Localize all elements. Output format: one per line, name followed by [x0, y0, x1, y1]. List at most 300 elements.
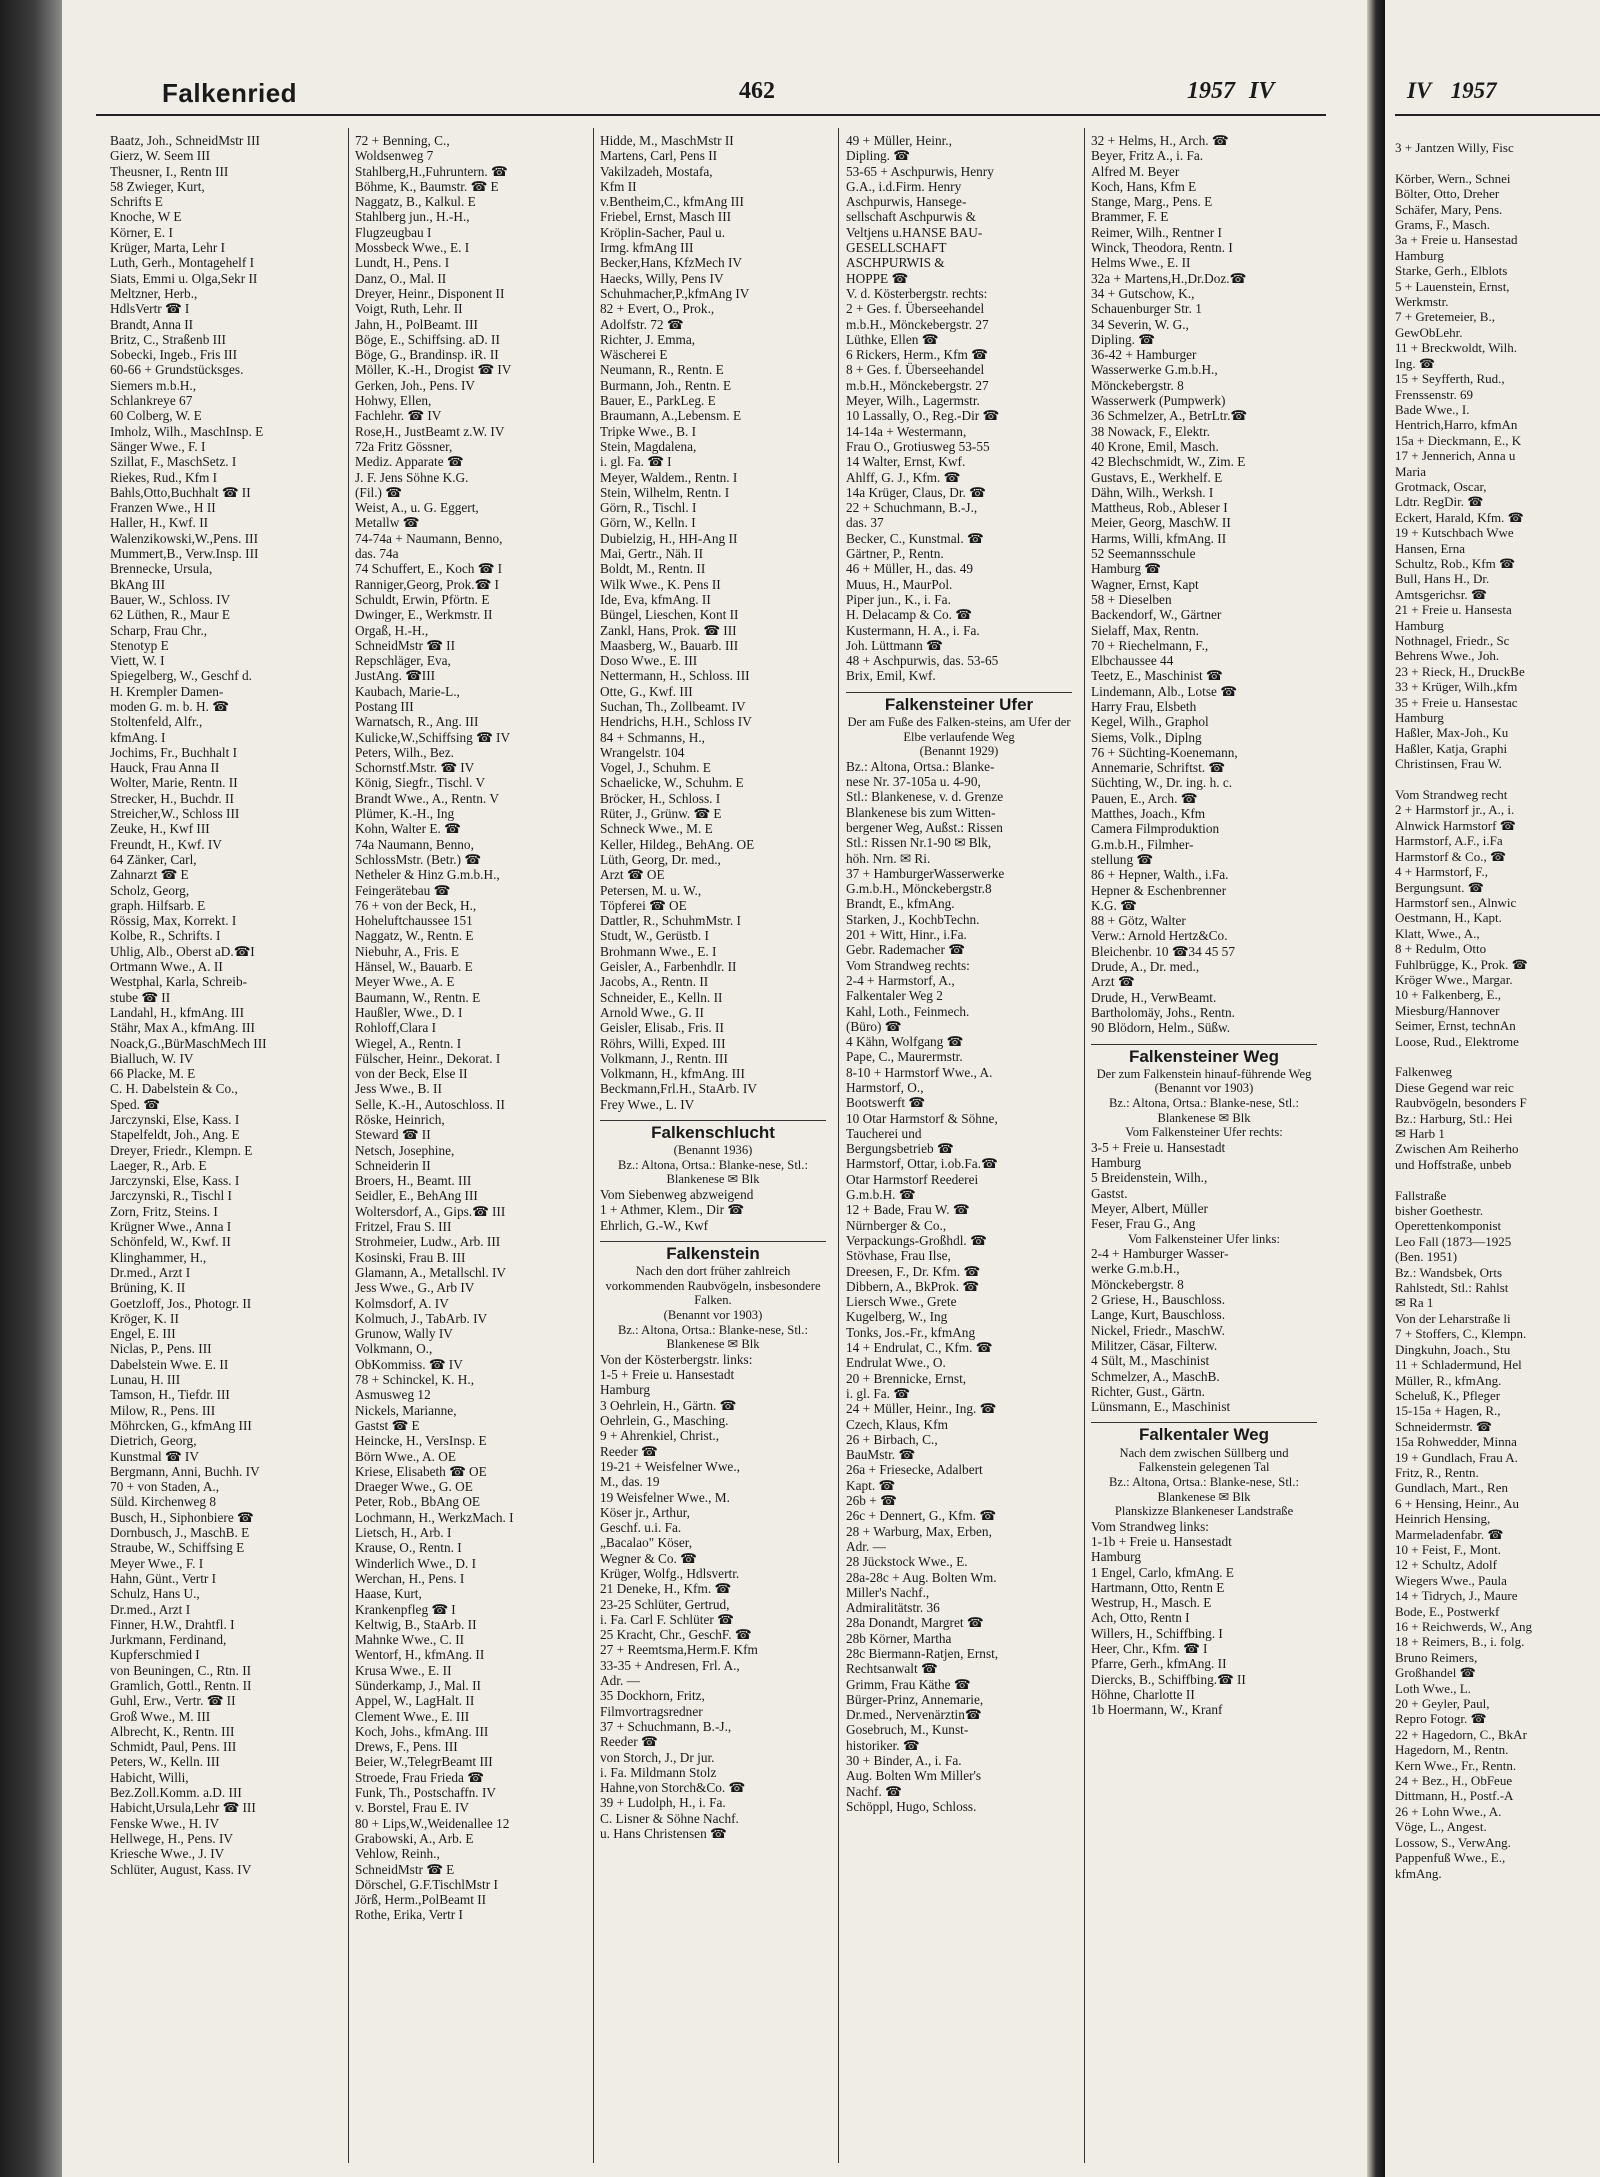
directory-entry: Gastst. — [1091, 1185, 1128, 1201]
directory-entry: Jarczynski, Else, Kass. I — [110, 1112, 240, 1127]
directory-entry: 33-35 + Andresen, Frl. A., — [600, 1657, 740, 1673]
facing-page-entry: 5 + Lauenstein, Ernst, — [1395, 278, 1510, 294]
directory-entry: 37 + HamburgerWasserwerke — [846, 865, 1005, 881]
directory-entry: Westphal, Karla, Schreib- — [110, 974, 248, 990]
directory-entry: Stroede, Frau Frieda ☎ — [355, 1769, 484, 1785]
page-number: 462 — [739, 78, 775, 104]
directory-entry: 84 + Schmanns, H., — [600, 729, 706, 745]
street-note: Bz.: Altona, Ortsa.: Blanke-nese, Stl.: Blankenese ✉ Blk — [1109, 1474, 1299, 1504]
directory-entry: Weist, A., u. G. Eggert, — [355, 500, 479, 516]
directory-entry: Brennecke, Ursula, — [110, 561, 213, 577]
directory-entry: Koch, Johs., kfmAng. III — [355, 1723, 489, 1739]
directory-entry: Sünderkamp, J., Mal. II — [355, 1677, 481, 1693]
column-divider — [1084, 128, 1085, 2163]
facing-page-entry: Falkenweg — [1395, 1064, 1453, 1080]
directory-entry: ASCHPURWIS & — [846, 255, 945, 271]
directory-entry: Meyer, Waldem., Rentn. I — [600, 469, 738, 485]
directory-entry: Richter, Gust., Gärtn. — [1091, 1383, 1205, 1399]
directory-entry: Suchan, Th., Zollbeamt. IV — [600, 698, 746, 714]
directory-entry: Vom Siebenweg abzweigend — [600, 1187, 754, 1203]
street-note: Planskizze Blankeneser Landstraße — [1114, 1504, 1294, 1519]
directory-entry: Orgaß, H.-H., — [355, 622, 429, 638]
directory-entry: 70 + von Staden, A., — [110, 1479, 220, 1495]
directory-entry: Feingerätebau ☎ — [355, 882, 451, 898]
directory-entry: das. 74a — [355, 546, 399, 562]
directory-entry: Imholz, Wilh., MaschInsp. E — [110, 423, 264, 439]
facing-page-entry: Starke, Gerh., Elblots — [1395, 263, 1508, 279]
running-head-street: Falkenried — [162, 78, 298, 108]
facing-page-entry: Kröger Wwe., Margar. — [1395, 971, 1513, 987]
directory-entry: 86 + Hepner, Walth., i.Fa. — [1091, 867, 1229, 883]
directory-entry: Schneider, E., Kelln. II — [600, 989, 723, 1005]
directory-entry: 40 Krone, Emil, Masch. — [1091, 438, 1219, 454]
directory-entry: Ach, Otto, Rentn I — [1091, 1610, 1190, 1626]
facing-page-entry: Fritz, R., Rentn. — [1395, 1464, 1479, 1480]
directory-entry: m.b.H., Mönckebergstr. 27 — [846, 316, 989, 332]
directory-entry: Kolmsdorf, A. IV — [355, 1295, 449, 1311]
directory-entry: 4 Kähn, Wolfgang ☎ — [846, 1034, 964, 1050]
facing-page-entry: Bz.: Wandsbek, Orts — [1395, 1264, 1503, 1280]
directory-entry: Doso Wwe., E. III — [600, 653, 698, 669]
directory-entry: stellung ☎ — [1091, 851, 1153, 867]
facing-page-entry: 15-15a + Hagen, R., — [1395, 1403, 1501, 1419]
directory-entry: SchlossMstr. (Betr.) ☎ — [355, 851, 481, 867]
directory-entry: Becker,Hans, KfzMech IV — [600, 255, 742, 271]
facing-page-entry: 8 + Redulm, Otto — [1395, 941, 1487, 957]
facing-year-label: 1957 — [1450, 78, 1497, 103]
directory-entry: Röske, Heinrich, — [355, 1112, 445, 1127]
directory-entry: 28 Jückstock Wwe., E. — [846, 1554, 968, 1570]
directory-entry: G.A., i.d.Firm. Henry — [846, 178, 962, 194]
directory-entry: Diercks, B., Schiffbing.☎ II — [1091, 1671, 1246, 1687]
directory-entry: 72 + Benning, C., — [355, 133, 450, 148]
directory-entry: Stl.: Blankenese, v. d. Grenze — [846, 789, 1004, 805]
directory-entry: m.b.H., Mönckebergstr. 27 — [846, 377, 989, 393]
facing-page-entry — [1395, 772, 1600, 787]
directory-entry: Dr.med., Arzt I — [110, 1601, 191, 1617]
directory-entry: Haußler, Wwe., D. I — [355, 1004, 463, 1020]
directory-entry: Siemers m.b.H., — [110, 377, 197, 393]
directory-entry: Dipling. ☎ — [846, 148, 910, 164]
directory-entry: Geschf. u.i. Fa. — [600, 1520, 682, 1536]
directory-entry: 21 Deneke, H., Kfm. ☎ — [600, 1581, 732, 1597]
facing-page-entry: Bz.: Harburg, Stl.: Hei — [1395, 1110, 1513, 1126]
directory-entry: Nettermann, H., Schloss. III — [600, 668, 750, 684]
directory-entry: Taucherei und — [846, 1125, 922, 1141]
directory-entry: Bartholomäy, Johs., Rentn. — [1091, 1004, 1235, 1020]
directory-entry: „Bacalao" Köser, — [600, 1535, 693, 1551]
directory-entry: Schöppl, Hugo, Schloss. — [846, 1798, 977, 1814]
directory-entry: Winderlich Wwe., D. I — [355, 1555, 477, 1571]
directory-entry: Süld. Kirchenweg 8 — [110, 1494, 216, 1510]
directory-entry: Otar Harmstorf Reederei — [846, 1171, 979, 1187]
facing-page-entry: 24 + Bez., H., ObFeue — [1395, 1773, 1513, 1789]
directory-entry: 72a Fritz Gössner, — [355, 438, 453, 454]
directory-entry: Schmidt, Paul, Pens. III — [110, 1739, 237, 1755]
directory-entry: 9 + Ahrenkiel, Christ., — [600, 1428, 720, 1444]
directory-entry: Stl.: Rissen Nr.1-90 ✉ Blk, — [846, 835, 992, 851]
directory-entry: Stoltenfeld, Alfr., — [110, 714, 203, 730]
directory-entry: GESELLSCHAFT — [846, 240, 947, 256]
directory-entry: 34 Severin, W. G., — [1091, 316, 1189, 332]
directory-entry: Jess Wwe., B. II — [355, 1081, 442, 1097]
directory-entry: Harms, Willi, kfmAng. II — [1091, 530, 1227, 546]
directory-entry: Haase, Kurt, — [355, 1586, 422, 1602]
directory-entry: Gustavs, E., Werkhelf. E — [1091, 469, 1223, 485]
directory-entry: Mahnke Wwe., C. II — [355, 1632, 465, 1648]
facing-page-column — [1395, 140, 1600, 1881]
directory-entry: Harmstorf, O., — [846, 1080, 924, 1095]
column-1 — [110, 133, 336, 2163]
directory-entry: Burmann, Joh., Rentn. E — [600, 377, 732, 393]
directory-entry: Liersch Wwe., Grete — [846, 1294, 957, 1310]
facing-page-entry: Eckert, Harald, Kfm. ☎ — [1395, 509, 1524, 525]
directory-entry: G.m.b.H. ☎ — [846, 1187, 916, 1203]
directory-entry: Kapt. ☎ — [846, 1477, 896, 1493]
facing-page-entry: Alnwick Harmstorf ☎ — [1395, 817, 1516, 833]
directory-entry: Kriesche Wwe., J. IV — [110, 1846, 225, 1862]
directory-entry: Nickel, Friedr., MaschW. — [1091, 1322, 1225, 1338]
directory-entry: Funk, Th., Postschaffn. IV — [355, 1785, 496, 1801]
facing-page-entry: Bade Wwe., I. — [1395, 401, 1470, 417]
directory-entry: i. gl. Fa. ☎ I — [600, 454, 672, 470]
directory-entry: BkAng III — [110, 576, 166, 592]
directory-entry: Möller, K.-H., Drogist ☎ IV — [355, 362, 512, 378]
directory-entry: Dabelstein Wwe. E. II — [110, 1356, 229, 1372]
facing-page-header — [1407, 78, 1497, 104]
facing-page-entry: 26 + Lohn Wwe., A. — [1395, 1803, 1502, 1819]
facing-page-entry: Haßler, Max-Joh., Ku — [1395, 725, 1509, 741]
directory-entry: Peters, W., Kelln. III — [110, 1754, 220, 1770]
directory-entry: Schaelicke, W., Schuhm. E — [600, 775, 744, 791]
directory-entry: Haller, H., Kwf. II — [110, 515, 209, 531]
running-head-year-part — [1187, 78, 1367, 105]
directory-entry: Frau O., Grotiusweg 53-55 — [846, 438, 990, 454]
directory-entry: Wasserwerk (Pumpwerk) — [1091, 393, 1226, 409]
directory-entry: Görn, R., Tischl. I — [600, 500, 697, 516]
street-note: (Benannt vor 1903) — [1154, 1081, 1254, 1096]
facing-page-entry: Repro Fotogr. ☎ — [1395, 1711, 1487, 1727]
facing-page-entry — [1395, 155, 1600, 170]
street-note: (Benannt 1936) — [673, 1143, 753, 1158]
directory-entry: Brammer, F. E — [1091, 209, 1169, 225]
directory-entry: 28a Donandt, Margret ☎ — [846, 1615, 984, 1631]
facing-page-entry: Harmstorf & Co., ☎ — [1395, 848, 1507, 864]
directory-entry: Friebel, Ernst, Masch III — [600, 209, 732, 225]
directory-entry: Mai, Gertr., Näh. II — [600, 546, 704, 562]
directory-entry: i. Fa. Mildmann Stolz — [600, 1764, 717, 1780]
directory-entry: K.G. ☎ — [1091, 897, 1137, 913]
directory-entry: von der Beck, Else II — [355, 1066, 468, 1082]
directory-entry: Guhl, Erw., Vertr. ☎ II — [110, 1693, 236, 1709]
directory-entry: Tamson, H., Tiefdr. III — [110, 1387, 230, 1403]
directory-entry: Camera Filmproduktion — [1091, 821, 1220, 837]
directory-entry: Fachlehr. ☎ IV — [355, 408, 442, 424]
directory-entry: Strecker, H., Buchdr. II — [110, 790, 234, 806]
column-4 — [846, 133, 1072, 2163]
facing-page-entry: Fuhlbrügge, K., Prok. ☎ — [1395, 956, 1528, 972]
directory-entry: Aug. Bolten Wm Miller's — [846, 1768, 982, 1784]
directory-entry: SchneidMstr ☎ II — [355, 637, 456, 653]
facing-page-entry: Zwischen Am Reiherho — [1395, 1141, 1519, 1157]
directory-entry: Beier, W.,TelegrBeamt III — [355, 1754, 493, 1770]
directory-entry: nese Nr. 37-105a u. 4-90, — [846, 774, 981, 790]
directory-entry: 25 Kracht, Chr., GeschF. ☎ — [600, 1627, 752, 1643]
directory-entry: Verpackungs-Großhdl. ☎ — [846, 1232, 987, 1248]
facing-page-entry: Hamburg — [1395, 247, 1444, 263]
directory-entry: 2-4 + Hamburger Wasser- — [1091, 1246, 1229, 1262]
street-section-heading: Falkenschlucht — [600, 1120, 826, 1140]
directory-entry: 14a Krüger, Claus, Dr. ☎ — [846, 484, 986, 500]
directory-entry: Nürnberger & Co., — [846, 1217, 947, 1233]
facing-page-entry: 15a + Dieckmann, E., K — [1395, 432, 1522, 448]
directory-entry: Kriese, Elisabeth ☎ OE — [355, 1463, 487, 1479]
directory-entry: Endrulat Wwe., O. — [846, 1355, 946, 1371]
directory-entry: Dwinger, E., Werkmstr. II — [355, 607, 493, 623]
directory-entry: Netsch, Josephine, — [355, 1142, 455, 1158]
directory-entry: 19 Weisfelner Wwe., M. — [600, 1489, 730, 1505]
directory-entry: stube ☎ II — [110, 989, 171, 1005]
directory-entry: Westrup, H., Masch. E — [1091, 1595, 1212, 1611]
directory-entry: Dipling. ☎ — [1091, 331, 1155, 347]
facing-page-entry: Loth Wwe., L. — [1395, 1680, 1471, 1696]
facing-page-entry: 35 + Freie u. Hansestac — [1395, 694, 1518, 710]
facing-page-entry: Dittmann, H., Postf.-A — [1395, 1788, 1514, 1804]
directory-entry: Hahne,von Storch&Co. ☎ — [600, 1780, 746, 1796]
directory-entry: Postang III — [355, 698, 414, 714]
directory-entry: Asmusweg 12 — [355, 1387, 431, 1403]
directory-entry: Helms Wwe., E. II — [1091, 255, 1191, 271]
directory-entry: Lunau, H. III — [110, 1372, 181, 1388]
directory-entry: Richter, J. Emma, — [600, 331, 696, 347]
facing-page-entry: Heinrich Hensing, — [1395, 1511, 1491, 1527]
directory-entry: Habicht,Ursula,Lehr ☎ III — [110, 1800, 256, 1816]
directory-entry: Zeuke, H., Kwf III — [110, 821, 210, 837]
directory-entry: Niclas, P., Pens. III — [110, 1341, 212, 1357]
directory-entry: Jacobs, A., Rentn. II — [600, 974, 709, 990]
street-note: (Benannt vor 1903) — [663, 1308, 763, 1323]
directory-entry: Seidler, E., BehAng III — [355, 1188, 478, 1204]
directory-entry: Vakilzadeh, Mostafa, — [600, 163, 713, 179]
directory-entry: Braumann, A.,Lebensm. E — [600, 408, 742, 424]
facing-page-entry: GewObLehr. — [1395, 324, 1463, 340]
facing-page-entry: Operettenkomponist — [1395, 1218, 1502, 1234]
facing-header-rule — [1395, 114, 1600, 116]
facing-page-entry: und Hoffstraße, unbeb — [1395, 1156, 1512, 1172]
directory-entry: Gosebruch, M., Kunst- — [846, 1722, 969, 1738]
directory-entry: von Storch, J., Dr jur. — [600, 1749, 715, 1765]
facing-page-entry: Oestmann, H., Kapt. — [1395, 910, 1502, 926]
directory-entry: Dörschel, G.F.TischlMstr I — [355, 1876, 498, 1892]
directory-entry: 2-4 + Harmstorf, A., — [846, 972, 955, 988]
street-section-heading: Falkenstein — [600, 1241, 826, 1261]
facing-page-entry: ✉ Ra 1 — [1395, 1295, 1434, 1311]
directory-entry: Schlankreye 67 — [110, 393, 193, 409]
directory-entry: Kröplin-Sacher, Paul u. — [600, 224, 726, 240]
directory-entry: Otte, G., Kwf. III — [600, 683, 693, 699]
directory-entry: Krause, O., Rentn. I — [355, 1540, 462, 1556]
directory-entry: Hepner & Eschenbrenner — [1091, 882, 1227, 898]
directory-entry: Bergungsbetrieb ☎ — [846, 1141, 954, 1157]
directory-entry: 34 + Gutschow, K., — [1091, 285, 1195, 301]
directory-entry: Gramlich, Gottl., Rentn. II — [110, 1677, 252, 1693]
directory-entry: Bürger-Prinz, Annemarie, — [846, 1691, 984, 1707]
facing-page-entry: Harmstorf, A.F., i.Fa — [1395, 833, 1503, 849]
directory-entry: Clement Wwe., E. III — [355, 1708, 470, 1724]
facing-page-entry: 6 + Hensing, Heinr., Au — [1395, 1495, 1519, 1511]
directory-entry: Hendrichs, H.H., Schloss IV — [600, 714, 752, 730]
directory-entry: Vom Strandweg links: — [1091, 1518, 1209, 1534]
directory-entry: Rechtsanwalt ☎ — [846, 1661, 938, 1677]
directory-entry: Vom Strandweg rechts: — [846, 957, 970, 973]
directory-entry: 74-74a + Naumann, Benno, — [355, 530, 503, 546]
directory-entry: Baatz, Joh., SchneidMstr III — [110, 133, 260, 148]
directory-entry: 26b + ☎ — [846, 1493, 897, 1509]
street-note: Nach den dort früher zahlreich vorkommenden Raubvögeln, insbesondere Falken. — [605, 1264, 821, 1308]
directory-entry: Falkentaler Weg 2 — [846, 988, 943, 1004]
directory-entry: Schlüter, August, Kass. IV — [110, 1861, 252, 1877]
facing-page-entry: kfmAng. — [1395, 1865, 1442, 1881]
directory-entry: Süchting, W., Dr. ing. h. c. — [1091, 775, 1233, 791]
directory-entry: Straube, W., Schiffsing E — [110, 1540, 245, 1556]
directory-entry: Volkmann, J., Rentn. III — [600, 1050, 728, 1066]
directory-entry: Von der Kösterbergstr. links: — [600, 1351, 753, 1367]
directory-entry: Arnold Wwe., G. II — [600, 1004, 704, 1020]
column-2 — [355, 133, 581, 2163]
column-divider — [838, 128, 839, 2163]
directory-entry: Klinghammer, H., — [110, 1249, 207, 1265]
directory-entry: 52 Seemannsschule — [1091, 546, 1196, 562]
directory-columns — [110, 133, 1310, 2163]
directory-entry: Grunow, Wally IV — [355, 1326, 453, 1342]
directory-entry: Streicher,W., Schloss III — [110, 806, 240, 822]
directory-entry: Hamburg — [600, 1382, 650, 1398]
directory-entry: graph. Hilfsarb. E — [110, 897, 206, 913]
directory-entry: Studt, W., Gerüstb. I — [600, 928, 709, 944]
facing-page-entry: 33 + Krüger, Wilh.,kfm — [1395, 679, 1518, 695]
street-note: Der am Fuße des Falken-steins, am Ufer der Elbe verlaufende Weg — [847, 714, 1071, 744]
directory-entry: Goetzloff, Jos., Photogr. II — [110, 1295, 252, 1311]
directory-entry: Metallw ☎ — [355, 515, 420, 531]
facing-page-entry: Diese Gegend war reic — [1395, 1079, 1514, 1095]
directory-entry: Aschpurwis, Hansege- — [846, 194, 967, 210]
directory-entry: Brandt Wwe., A., Rentn. V — [355, 790, 499, 806]
directory-entry: Milow, R., Pens. III — [110, 1402, 216, 1418]
directory-entry: Admiralitätstr. 36 — [846, 1600, 940, 1616]
directory-entry: Rüter, J., Grünw. ☎ E — [600, 806, 722, 822]
directory-entry: Kohn, Walter E. ☎ — [355, 821, 461, 837]
directory-entry: Dietrich, Georg, — [110, 1433, 197, 1449]
directory-entry: 14-14a + Westermann, — [846, 423, 967, 439]
directory-entry: Joh. Lüttmann ☎ — [846, 637, 943, 653]
facing-page-entry: Kern Wwe., Fr., Rentn. — [1395, 1757, 1517, 1773]
directory-entry: Arzt ☎ — [1091, 974, 1135, 990]
directory-entry: 26a + Friesecke, Adalbert — [846, 1462, 983, 1478]
directory-entry: Dr.med., Nervenärztin☎ — [846, 1707, 982, 1723]
directory-entry: Brix, Emil, Kwf. — [846, 668, 936, 684]
directory-entry: Freundt, H., Kwf. IV — [110, 836, 222, 852]
directory-entry: Niebuhr, A., Fris. E — [355, 943, 459, 959]
directory-entry: Siats, Emmi u. Olga,Sekr II — [110, 270, 258, 286]
directory-entry: Koch, Hans, Kfm E — [1091, 178, 1197, 194]
directory-entry: Hohwy, Ellen, — [355, 393, 432, 409]
directory-entry: 82 + Evert, O., Prok., — [600, 301, 715, 317]
facing-page-entry: Schultz, Rob., Kfm ☎ — [1395, 555, 1516, 571]
directory-entry: Stange, Marg., Pens. E — [1091, 194, 1213, 210]
directory-entry: Hänsel, W., Bauarb. E — [355, 959, 473, 975]
directory-entry: Danz, O., Mal. II — [355, 270, 447, 286]
directory-entry: Stenotyp E — [110, 637, 169, 653]
directory-entry: Frey Wwe., L. IV — [600, 1096, 695, 1112]
directory-entry: moden G. m. b. H. ☎ — [110, 698, 229, 714]
directory-entry: Maasberg, W., Bauarb. III — [600, 637, 739, 653]
facing-page-entry: Hentrich,Harro, kfmAn — [1395, 417, 1518, 433]
directory-entry: Bez.Zoll.Komm. a.D. III — [110, 1785, 242, 1801]
directory-entry: Schneiderin II — [355, 1157, 431, 1173]
directory-entry: Wentorf, H., kfmAng. II — [355, 1647, 485, 1663]
directory-entry: 22 + Schuchmann, B.-J., — [846, 500, 978, 516]
directory-entry: Winck, Theodora, Rentn. I — [1091, 240, 1233, 256]
directory-entry: 5 Breidenstein, Wilh., — [1091, 1170, 1208, 1186]
facing-page-entry: 16 + Reichwerds, W., Ang — [1395, 1619, 1532, 1634]
directory-entry: Zahnarzt ☎ E — [110, 867, 189, 883]
facing-page-entry: 14 + Tidrych, J., Maure — [1395, 1588, 1518, 1604]
directory-entry: Hahn, Günt., Vertr I — [110, 1570, 217, 1586]
directory-entry: Schulz, Hans U., — [110, 1586, 200, 1602]
directory-entry: Lange, Kurt, Bauschloss. — [1091, 1307, 1226, 1323]
directory-entry: Mediz. Apparate ☎ — [355, 454, 464, 470]
directory-entry: Böge, E., Schiffsing. aD. II — [355, 331, 500, 347]
facing-page-entry: Dingkuhn, Joach., Stu — [1395, 1341, 1511, 1357]
directory-entry: Dreyer, Heinr., Disponent II — [355, 285, 505, 301]
directory-entry: Appel, W., LagHalt. II — [355, 1693, 475, 1709]
directory-entry: Kolbe, R., Schrifts. I — [110, 928, 221, 944]
directory-entry: Jarczynski, R., Tischl I — [110, 1188, 232, 1204]
directory-entry: 26 + Birbach, C., — [846, 1431, 938, 1447]
directory-entry: Dähn, Wilh., Werksh. I — [1091, 484, 1214, 500]
directory-entry: Gebr. Rademacher ☎ — [846, 942, 965, 958]
directory-entry: Drews, F., Pens. III — [355, 1739, 458, 1755]
directory-entry: Meltzner, Herb., — [110, 285, 198, 301]
directory-entry: Meyer Wwe., A. E — [355, 974, 455, 990]
directory-entry: Backendorf, W., Gärtner — [1091, 607, 1222, 623]
directory-entry: Bergmann, Anni, Buchh. IV — [110, 1463, 260, 1479]
directory-entry: Schornstf.Mstr. ☎ IV — [355, 760, 475, 776]
directory-entry: Annemarie, Schriftst. ☎ — [1091, 760, 1225, 776]
directory-entry: Baumann, W., Rentn. E — [355, 989, 481, 1005]
directory-entry: Grabowski, A., Arb. E — [355, 1830, 474, 1846]
directory-entry: 2 + Ges. f. Überseehandel — [846, 301, 985, 317]
directory-entry: Dreyer, Friedr., Klempn. E — [110, 1142, 253, 1158]
directory-entry: 14 Walter, Ernst, Kwf. — [846, 454, 966, 470]
directory-entry: Bauer, E., ParkLeg. E — [600, 393, 716, 409]
directory-entry: Harmstorf, Ottar, i.ob.Fa.☎ — [846, 1156, 998, 1172]
directory-entry: Voigt, Ruth, Lehr. II — [355, 301, 463, 317]
facing-page-entry: 12 + Schultz, Adolf — [1395, 1557, 1497, 1573]
directory-entry: H. Krempler Damen- — [110, 683, 224, 699]
directory-entry: Jarczynski, Else, Kass. I — [110, 1173, 240, 1189]
facing-page-entry: Bergungsunt. ☎ — [1395, 879, 1484, 895]
directory-entry: Habicht, Willi, — [110, 1769, 189, 1785]
directory-entry: Kupferschmied I — [110, 1647, 200, 1663]
facing-page-entry: Grotmack, Oscar, — [1395, 478, 1487, 494]
facing-page-entry: Seimer, Ernst, technAn — [1395, 1018, 1516, 1034]
street-note: Bz.: Altona, Ortsa.: Blanke-nese, Stl.: Blankenese ✉ Blk — [618, 1157, 808, 1187]
directory-entry: Keltwig, B., StaArb. II — [355, 1616, 477, 1632]
directory-entry: Wegner & Co. ☎ — [600, 1550, 697, 1566]
directory-entry: Heincke, H., VersInsp. E — [355, 1433, 487, 1449]
facing-page-entry: 11 + Schladermund, Hel — [1395, 1357, 1522, 1373]
